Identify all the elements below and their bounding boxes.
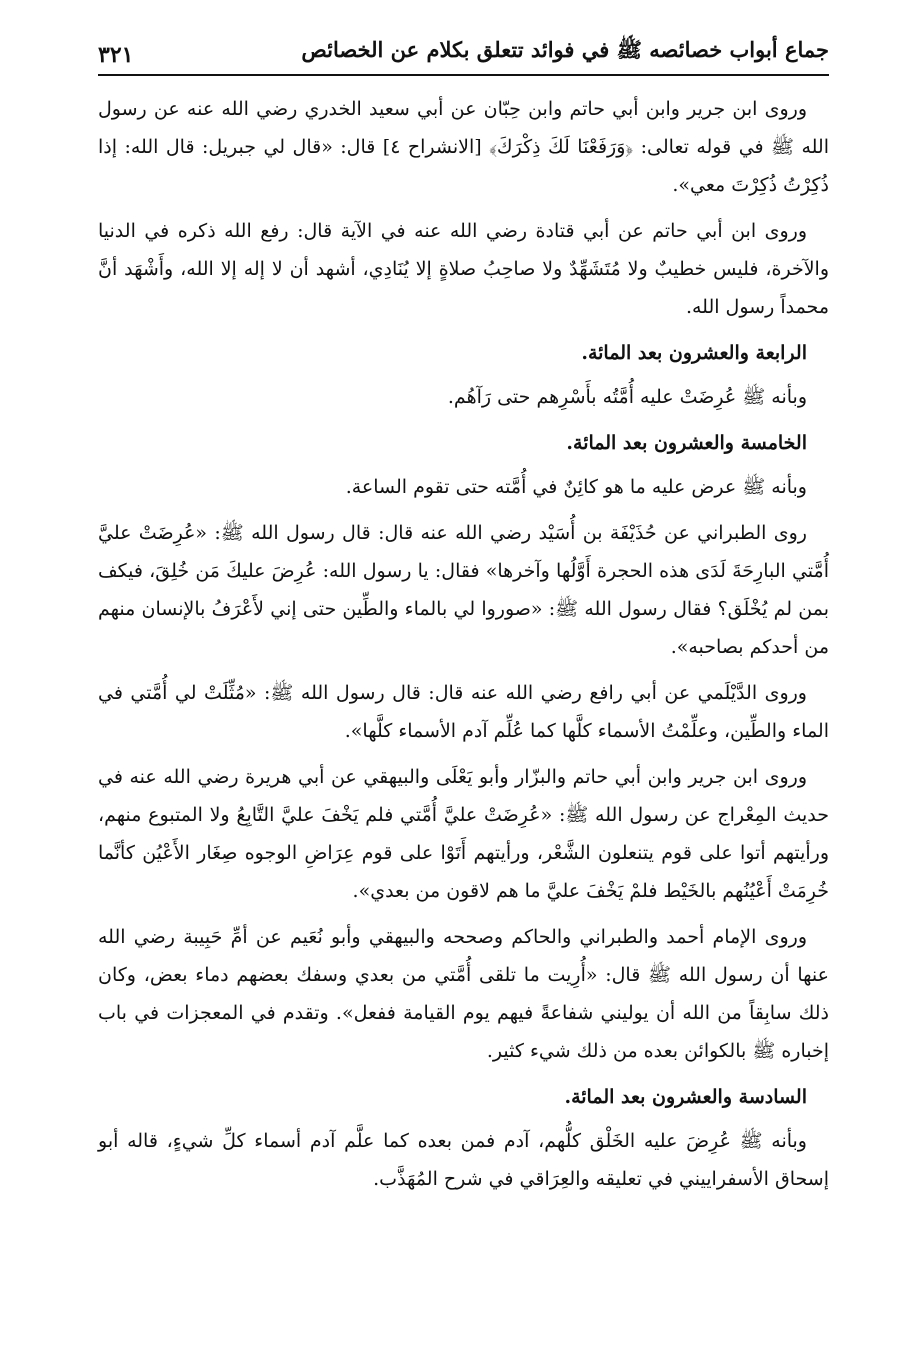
page-number: ٣٢١ xyxy=(98,42,134,68)
running-title: جماع أبواب خصائصه ﷺ في فوائد تتعلق بكلام عن الخصائص xyxy=(301,37,829,62)
page-header xyxy=(98,30,829,76)
paragraph-2: وروى ابن أبي حاتم عن أبي قتادة رضي الله عنه في الآية قال: رفع الله ذكره في الدنيا والآخرة، فليس خطيبٌ ولا مُتَشَهِّدٌ ولا صاحِبُ صلاةٍ إلا يُنَادِي، أشهد أن لا إله إلا الله، وأَشْهَد أنَّ محمداً رسول الله. xyxy=(98,220,829,318)
page-body xyxy=(98,90,829,1198)
paragraph-5: روى الطبراني عن حُذَيْفَة بن أُسَيْد رضي الله عنه قال: قال رسول الله ﷺ: «عُرِضَتْ عليَّ أُمَّتي البارِحَةَ لَدَى هذه الحجرة أَوَّلُها وآخرها» فقال: يا رسول الله: عُرِضَ عليكَ مَن خُلِقَ، فيكف بمن لم يُخْلَق؟ فقال رسول الله ﷺ: «صوروا لي بالماء والطِّين حتى إني لأَعْرَفُ بالإنسان منهم من أحدكم بصاحبه». xyxy=(98,522,829,658)
paragraph-6: وروى الدَّيْلَمي عن أبي رافع رضي الله عنه قال: قال رسول الله ﷺ: «مُثِّلَتْ لي أُمَّتي في الماء والطِّين، وعلِّمْتُ الأسماء كلَّها كما عُلِّم آدم الأسماء كلَّها». xyxy=(98,682,829,742)
section-heading-124: الرابعة والعشرون بعد المائة. xyxy=(581,342,807,364)
section-heading-126: السادسة والعشرون بعد المائة. xyxy=(564,1086,807,1108)
section-heading-125: الخامسة والعشرون بعد المائة. xyxy=(566,432,807,454)
paragraph-9: وبأنه ﷺ عُرِضَ عليه الخَلْق كلُّهم، آدم فمن بعده كما علَّم آدم أسماء كلِّ شيءٍ، قاله أبو إسحاق الأسفراييني في تعليقه والعِرَاقي في شرح المُهَذَّب. xyxy=(98,1130,829,1190)
paragraph-1: وروى ابن جرير وابن أبي حاتم وابن حِبّان عن أبي سعيد الخدري رضي الله عنه عن رسول الله ﷺ في قوله تعالى: ﴿وَرَفَعْنَا لَكَ ذِكْرَكَ﴾ [الانشراح ٤] قال: «قال لي جبريل: قال الله: إذا ذُكِرْتُ ذُكِرْتَ معي». xyxy=(98,98,829,196)
paragraph-4: وبأنه ﷺ عرض عليه ما هو كائِنٌ في أُمَّته حتى تقوم الساعة. xyxy=(345,476,807,498)
paragraph-8: وروى الإمام أحمد والطبراني والحاكم وصححه والبيهقي وأبو نُعَيم عن أمِّ حَبِيبة رضي الله عنها أن رسول الله ﷺ قال: «أُرِيت ما تلقى أُمَّتي من بعدي وسفك بعضهم دماء بعض، وكان ذلك سابِقاً من الله أن يوليني شفاعةً فيهم يوم القيامة ففعل». وتقدم في المعجزات في باب إخباره ﷺ بالكوائن بعده من ذلك شيء كثير. xyxy=(98,926,829,1062)
paragraph-7: وروى ابن جرير وابن أبي حاتم والبزّار وأبو يَعْلَى والبيهقي عن أبي هريرة رضي الله عنه في حديث المِعْراج عن رسول الله ﷺ: «عُرِضَتْ عليَّ أُمَّتي فلم يَخْفَ عليَّ التَّابِعُ ولا المتبوع منهم، ورأيتهم أتوا على قوم يتنعلون الشَّعْر، ورأيتهم أَتَوْا على قوم عِرَاضِ الوجوه صِغَار الأَعْيُن كأنَّما خُرِمَتْ أَعْيُنُهم بالخَيْط فلمْ يَخْفَ عليَّ ما هم لاقون من بعدي». xyxy=(98,766,829,902)
paragraph-3: وبأنه ﷺ عُرِضَتْ عليه أُمَّتُه بأَسْرِهم حتى رَآهُم. xyxy=(447,386,807,408)
